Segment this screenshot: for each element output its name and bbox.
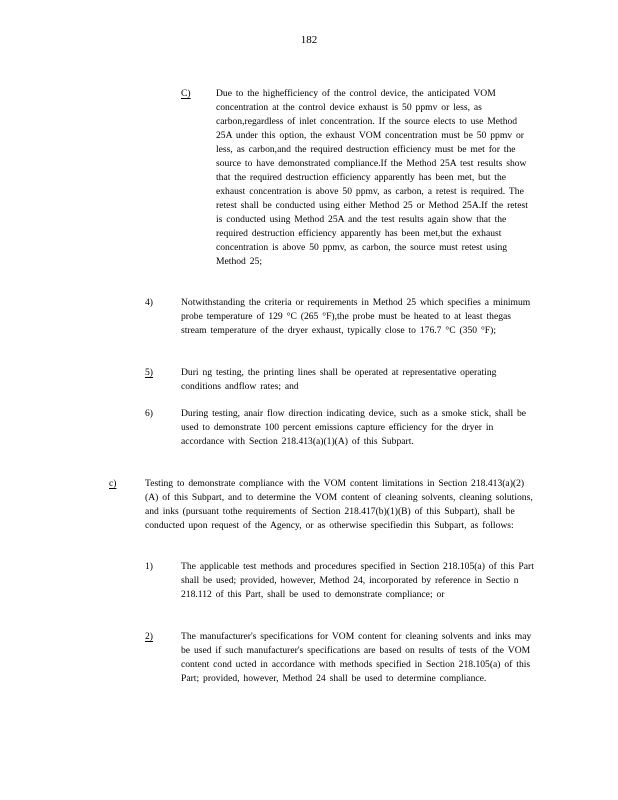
page-number: 182 bbox=[300, 34, 318, 46]
item-4-text: Notwithstanding the criteria or requirements in Method 25 which specifies a minimum probe temperature of 129 °C (265 °F),the probe must be heated to at least thegas stream temperature of the dryer exhaust, typically close to 176.7 °C (350 °F); bbox=[181, 297, 531, 336]
item-1-text: The applicable test methods and procedures specified in Section 218.105(a) of this Part shall be used; provided, however, Method 24, incorporated by reference in Sectio n 218.112 of this Part, shall be used to demonstrate compliance; or bbox=[181, 561, 534, 600]
item-6-label: 6) bbox=[145, 408, 153, 419]
item-c-lower-text: Testing to demonstrate compliance with the VOM content limitations in Section 218.413(a)(2)(A) of this Subpart, and to determine the VOM content of cleaning solvents, cleaning solutions, and inks (pursuant tothe requirements of Section 218.417(b)(1)(B) of this Subpart), shall be conducted upon request of the Agency, or as otherwise specifiedin this Subpart, as follows: bbox=[145, 478, 533, 531]
item-5-label: 5) bbox=[145, 367, 153, 378]
item-4-label: 4) bbox=[145, 297, 153, 308]
item-6-text: During testing, anair flow direction indicating device, such as a smoke stick, shall be used to demonstrate 100 percent emissions capture efficiency for the dryer in accordance with Section 218.413(a)(1)(A) of this Subpart. bbox=[181, 408, 527, 447]
item-2-label: 2) bbox=[145, 631, 153, 642]
item-c-label: C) bbox=[181, 88, 191, 99]
item-2-text: The manufacturer's specifications for VOM content for cleaning solvents and inks may be used if such manufacturer's specifications are based on results of tests of the VOM content cond ucted in accordance with methods specified in Section 218.105(a) of this Part; provided, however, Method 24 shall be used to determine compliance. bbox=[181, 631, 532, 684]
item-5-text: Duri ng testing, the printing lines shall be operated at representative operating conditions andflow rates; and bbox=[181, 367, 497, 392]
item-c-lower-label: c) bbox=[109, 478, 117, 489]
item-1-label: 1) bbox=[145, 561, 153, 572]
item-c-text: Due to the highefficiency of the control device, the anticipated VOM concentration at the control device exhaust is 50 ppmv or less, as carbon,regardless of inlet concentration. If the source elects to use Method 25A under this option, the exhaust VOM concentration must be 50 ppmv or less, as carbon,and the required destruction efficiency must be met for the source to have demonstrated compliance.If the Method 25A test results show that the required destruction efficiency apparently has been met, but the exhaust concentration is above 50 ppmv, as carbon, a retest is required. The retest shall be conducted using either Method 25 or Method 25A.If the retest is conducted using Method 25A and the test results again show that the required destruction efficiency apparently has been met,but the exhaust concentration is above 50 ppmv, as carbon, the source must retest using Method 25; bbox=[216, 88, 528, 267]
